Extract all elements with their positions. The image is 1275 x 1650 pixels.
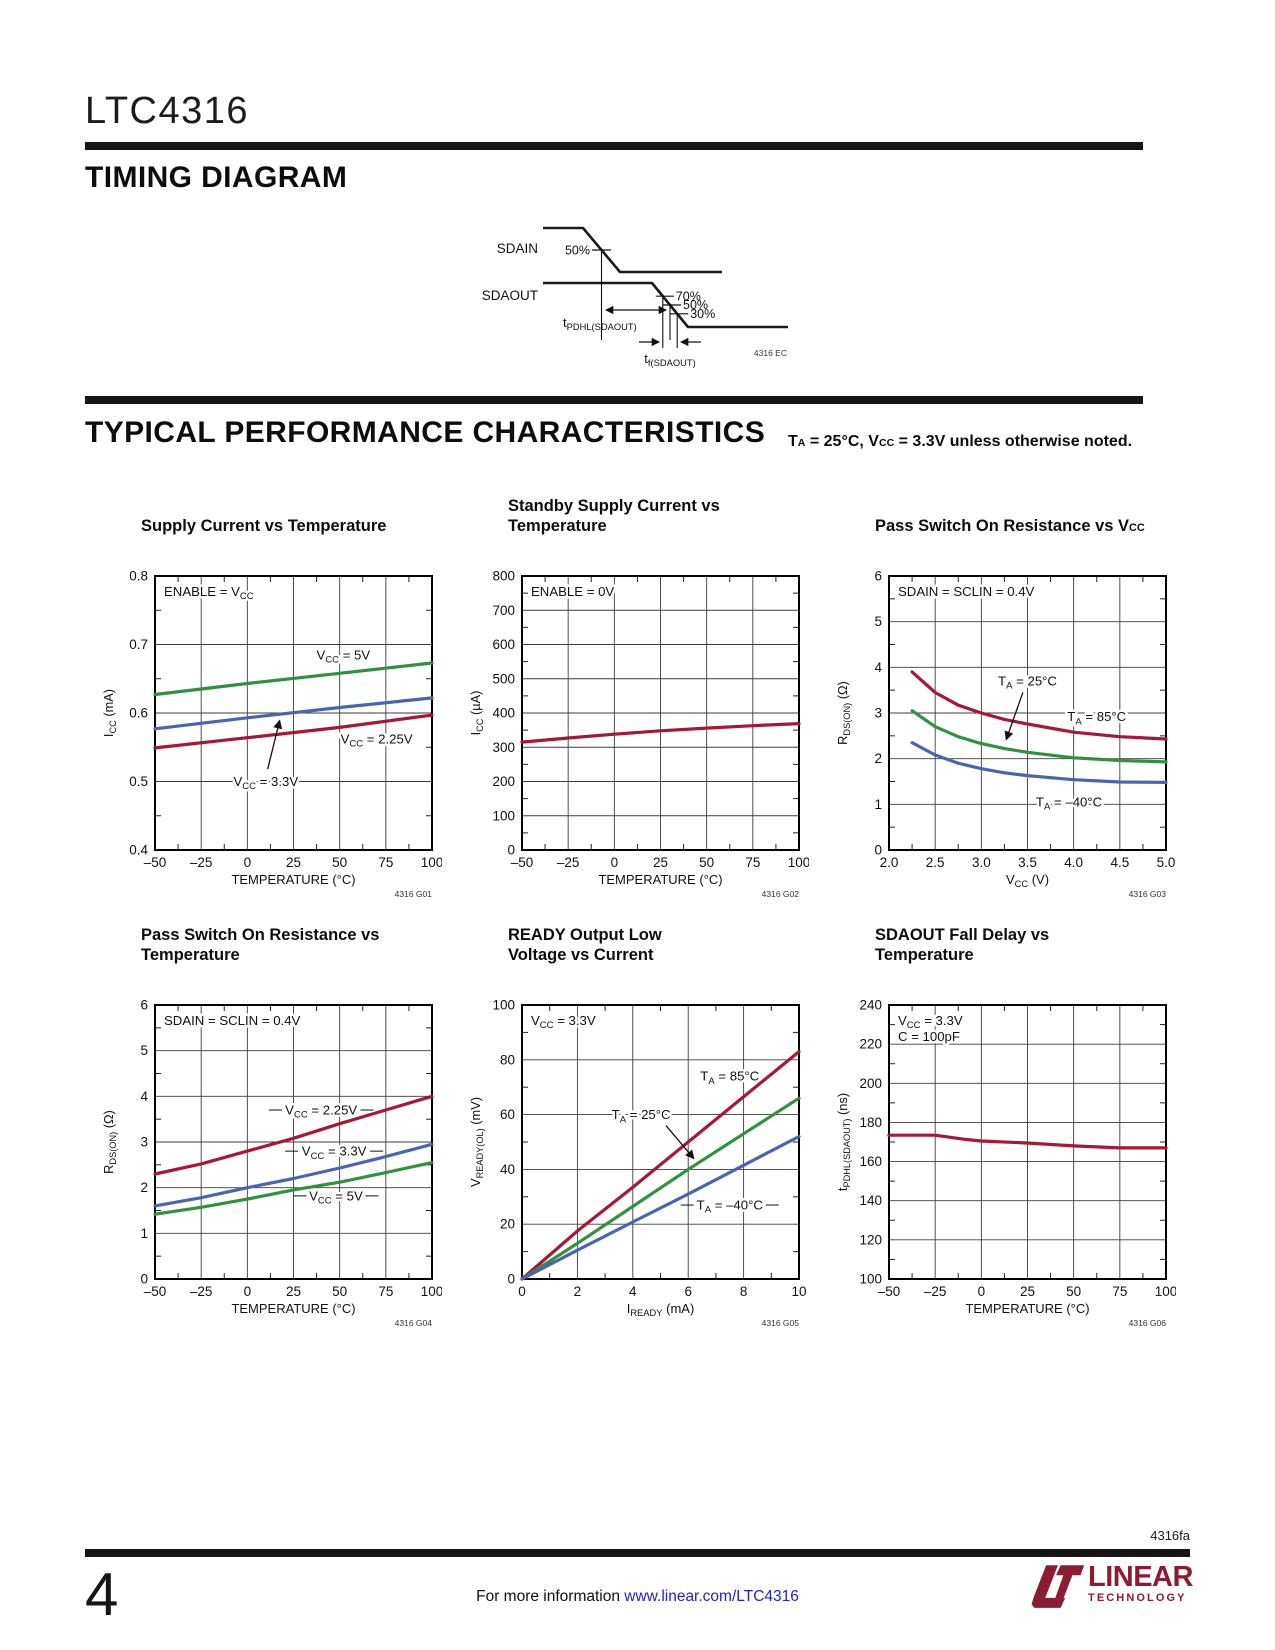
x-tick-label: 10 xyxy=(791,1284,807,1299)
figure-id: 4316 G03 xyxy=(1128,889,1166,899)
x-tick-label: –50 xyxy=(877,1284,901,1299)
plot-note: SDAIN = SCLIN = 0.4V xyxy=(898,584,1035,599)
timing-diagram-svg xyxy=(425,196,805,374)
part-number: LTC4316 xyxy=(85,90,250,132)
sdaout-level-label: 50% xyxy=(683,298,709,313)
chart-4316-g02 xyxy=(466,492,826,905)
brand-name: LINEAR xyxy=(1088,1561,1193,1593)
x-tick-label: 75 xyxy=(378,1284,394,1299)
x-tick-label: 100 xyxy=(787,855,809,870)
chart-title: SDAOUT Fall Delay vs Temperature xyxy=(875,926,1050,964)
y-tick-label: 2 xyxy=(140,1180,148,1196)
y-tick-label: 6 xyxy=(874,568,882,584)
curve-label: $V_{CC} = 3.3V$ xyxy=(233,774,299,793)
figure-id: 4316 G06 xyxy=(1128,1318,1166,1328)
curve-label: $V_{CC} = 5V$ xyxy=(309,1188,363,1207)
chart-title: Supply Current vs Temperature xyxy=(141,517,387,535)
chart-title: Pass Switch On Resistance vs $V_{CC}$ xyxy=(875,517,1145,535)
y-tick-label: 0.7 xyxy=(129,637,148,652)
series-ta-85-c xyxy=(522,1052,799,1279)
figure-id: 4316 G04 xyxy=(394,1318,432,1328)
curve-label: $T_A = 25^\circ C$ xyxy=(998,673,1057,692)
y-tick-label: 120 xyxy=(859,1232,882,1248)
y-tick-label: 5 xyxy=(874,614,882,630)
footer-text: For more information xyxy=(476,1588,620,1605)
y-tick-label: 600 xyxy=(492,637,515,652)
x-tick-label: 0 xyxy=(518,1284,526,1299)
plot-note: $V_{CC} = 3.3V$ xyxy=(531,1013,596,1032)
perf-section-title: TYPICAL PERFORMANCE CHARACTERISTICS xyxy=(85,416,766,449)
x-tick-label: –25 xyxy=(189,1284,213,1299)
footer-rule xyxy=(85,1549,1190,1557)
x-axis-label: TEMPERATURE (°C) xyxy=(231,1301,356,1316)
y-tick-label: 240 xyxy=(859,997,882,1013)
y-tick-label: 100 xyxy=(492,808,515,824)
x-tick-label: 25 xyxy=(1019,1284,1036,1299)
curve-label: $V_{CC} = 2.25V$ xyxy=(340,731,413,750)
y-tick-label: 300 xyxy=(492,739,515,755)
y-tick-label: 500 xyxy=(492,671,515,687)
sdain-50-label: 50% xyxy=(564,243,590,258)
x-tick-label: 0 xyxy=(243,1284,252,1299)
x-tick-label: 75 xyxy=(745,855,761,870)
y-tick-label: 400 xyxy=(492,705,515,721)
series-ta-40-c xyxy=(912,743,1166,783)
chart-4316-g05 xyxy=(466,921,826,1334)
chart-plot xyxy=(833,568,1176,900)
y-axis-label: $t_{PDHL(SDAOUT)}$ (ns) xyxy=(835,1092,853,1192)
chart-title: Pass Switch On Resistance vs Temperature xyxy=(141,926,380,964)
x-tick-label: 4.5 xyxy=(1110,855,1130,870)
x-tick-label: 100 xyxy=(420,1284,442,1299)
x-tick-label: 4 xyxy=(629,1284,637,1299)
figure-id: 4316 G01 xyxy=(394,889,432,899)
y-tick-label: 140 xyxy=(859,1193,882,1209)
section-rule xyxy=(85,396,1143,404)
y-axis-label: $I_{CC}$ (µA) xyxy=(468,690,486,736)
x-axis-label: TEMPERATURE (°C) xyxy=(598,872,723,887)
timing-section-title: TIMING DIAGRAM xyxy=(85,161,348,194)
x-tick-label: 3.5 xyxy=(1018,855,1037,870)
sdaout-label: SDAOUT xyxy=(481,288,538,303)
y-tick-label: 700 xyxy=(492,602,515,618)
x-tick-label: 5.0 xyxy=(1156,855,1176,870)
curve-label: $V_{CC} = 2.25V$ xyxy=(285,1102,358,1121)
chart-plot xyxy=(99,568,442,900)
x-tick-label: –50 xyxy=(143,1284,167,1299)
y-tick-label: 5 xyxy=(140,1043,148,1059)
plot-note: $V_{CC} = 3.3V$ xyxy=(898,1013,963,1032)
x-tick-label: 75 xyxy=(1112,1284,1128,1299)
x-tick-label: 0 xyxy=(243,855,252,870)
y-tick-label: 20 xyxy=(499,1216,515,1232)
chart-plot xyxy=(99,997,442,1329)
chart-plot xyxy=(833,997,1176,1329)
linear-technology-logo xyxy=(1028,1556,1193,1618)
x-tick-label: 25 xyxy=(285,1284,302,1299)
x-tick-label: 50 xyxy=(1066,1284,1082,1299)
x-tick-label: 50 xyxy=(332,855,348,870)
page-number: 4 xyxy=(85,1561,119,1628)
plot-note: C = 100pF xyxy=(898,1029,960,1044)
x-tick-label: 0 xyxy=(977,1284,986,1299)
figure-id: 4316 G02 xyxy=(761,889,799,899)
chart-plot xyxy=(466,568,809,900)
tpdhl-label: $t_{PDHL(SDAOUT)}$ xyxy=(563,315,637,333)
chart-plot xyxy=(466,997,809,1329)
x-tick-label: 0 xyxy=(610,855,619,870)
chart-4316-g04 xyxy=(99,921,459,1334)
x-axis-label: $I_{READY}$ (mA) xyxy=(626,1301,695,1319)
curve-label: $V_{CC} = 5V$ xyxy=(316,647,371,666)
curve-label: $T_A = 25^\circ C$ xyxy=(611,1107,671,1126)
series-ta-25-c xyxy=(522,1098,799,1279)
curve-label: $V_{CC} = 3.3V$ xyxy=(301,1143,367,1162)
sdain-label: SDAIN xyxy=(496,241,538,256)
perf-conditions: $T_A = 25^\circ C$, $V_{CC} = 3.3V$ unless otherwise noted. xyxy=(788,433,1133,450)
x-tick-label: –25 xyxy=(189,855,213,870)
y-tick-label: 220 xyxy=(859,1036,882,1052)
x-tick-label: 8 xyxy=(739,1284,748,1299)
y-tick-label: 0.4 xyxy=(129,842,148,858)
x-tick-label: 100 xyxy=(420,855,442,870)
tf-label: $t_{f(SDAOUT)}$ xyxy=(644,351,696,369)
x-axis-label: TEMPERATURE (°C) xyxy=(965,1301,1090,1316)
y-tick-label: 0 xyxy=(507,1271,515,1287)
x-tick-label: 50 xyxy=(332,1284,348,1299)
x-tick-label: 2 xyxy=(573,1284,582,1299)
y-tick-label: 100 xyxy=(859,1271,882,1287)
curve-label: $T_A = -40^\circ C$ xyxy=(696,1197,763,1216)
y-tick-label: 1 xyxy=(874,796,882,812)
x-tick-label: –25 xyxy=(923,1284,947,1299)
x-tick-label: –50 xyxy=(510,855,534,870)
plot-note: ENABLE = $V_{CC}$ xyxy=(164,584,254,603)
x-tick-label: 50 xyxy=(699,855,715,870)
y-tick-label: 0 xyxy=(874,842,882,858)
x-tick-label: 2.5 xyxy=(925,855,945,870)
y-tick-label: 6 xyxy=(140,997,148,1013)
y-tick-label: 1 xyxy=(140,1225,148,1241)
y-axis-label: $V_{READY(OL)}$ (mV) xyxy=(468,1097,486,1187)
y-tick-label: 0.6 xyxy=(129,705,148,721)
brand-wordmark xyxy=(1088,1561,1193,1604)
curve-label: $T_A = 85^\circ C$ xyxy=(700,1068,760,1087)
y-tick-label: 80 xyxy=(499,1052,515,1068)
y-tick-label: 4 xyxy=(140,1088,148,1104)
y-tick-label: 160 xyxy=(859,1154,882,1170)
x-tick-label: 2.0 xyxy=(879,855,899,870)
plot-note: SDAIN = SCLIN = 0.4V xyxy=(164,1013,301,1028)
sdaout-level-label: 30% xyxy=(690,307,716,321)
y-tick-label: 200 xyxy=(492,774,515,789)
doc-code: 4316fa xyxy=(1150,1528,1190,1543)
x-tick-label: 25 xyxy=(652,855,669,870)
y-tick-label: 200 xyxy=(859,1075,882,1091)
x-axis-label: TEMPERATURE (°C) xyxy=(231,872,356,887)
y-axis-label: $R_{DS(ON)}$ (Ω) xyxy=(835,681,853,745)
x-tick-label: –50 xyxy=(143,855,167,870)
figure-id: 4316 G05 xyxy=(761,1318,799,1328)
sdaout-level-label: 70% xyxy=(675,289,701,304)
brand-sub: TECHNOLOGY xyxy=(1088,1592,1187,1604)
footer-link[interactable]: www.linear.com/LTC4316 xyxy=(624,1588,799,1605)
chart-4316-g03 xyxy=(833,492,1193,905)
chart-title: Standby Supply Current vs Temperature xyxy=(508,497,720,535)
y-tick-label: 0.8 xyxy=(129,568,148,584)
y-tick-label: 3 xyxy=(874,705,882,721)
y-tick-label: 0.5 xyxy=(129,774,148,789)
header-rule xyxy=(85,142,1143,150)
y-tick-label: 2 xyxy=(874,751,882,767)
x-tick-label: 25 xyxy=(285,855,302,870)
x-axis-label: $V_{CC}$ (V) xyxy=(1005,872,1050,890)
plot-note: ENABLE = 0V xyxy=(531,584,615,599)
x-tick-label: 4.0 xyxy=(1064,855,1084,870)
x-tick-label: 75 xyxy=(378,855,394,870)
y-tick-label: 100 xyxy=(492,997,515,1013)
y-tick-label: 3 xyxy=(140,1134,148,1150)
chart-4316-g06 xyxy=(833,921,1193,1334)
y-tick-label: 4 xyxy=(874,659,882,675)
y-tick-label: 0 xyxy=(507,842,515,858)
x-tick-label: 3.0 xyxy=(971,855,991,870)
chart-title: READY Output Low Voltage vs Current xyxy=(508,926,662,964)
y-tick-label: 800 xyxy=(492,568,515,584)
curve-label: $T_A = 85^\circ C$ xyxy=(1067,709,1127,728)
lt-logo-icon xyxy=(1028,1556,1086,1618)
figure-id: 4316 EC xyxy=(753,348,787,358)
timing-diagram xyxy=(425,196,805,374)
x-tick-label: –25 xyxy=(556,855,580,870)
x-tick-label: 100 xyxy=(1154,1284,1176,1299)
curve-label: $T_A = -40^\circ C$ xyxy=(1035,794,1103,813)
y-axis-label: $R_{DS(ON)}$ (Ω) xyxy=(101,1110,119,1174)
y-tick-label: 180 xyxy=(859,1114,882,1130)
y-tick-label: 40 xyxy=(499,1161,515,1177)
chart-4316-g01 xyxy=(99,492,459,905)
y-tick-label: 60 xyxy=(499,1107,515,1123)
x-tick-label: 6 xyxy=(684,1284,692,1299)
y-tick-label: 0 xyxy=(140,1271,148,1287)
y-axis-label: $I_{CC}$ (mA) xyxy=(101,688,119,738)
